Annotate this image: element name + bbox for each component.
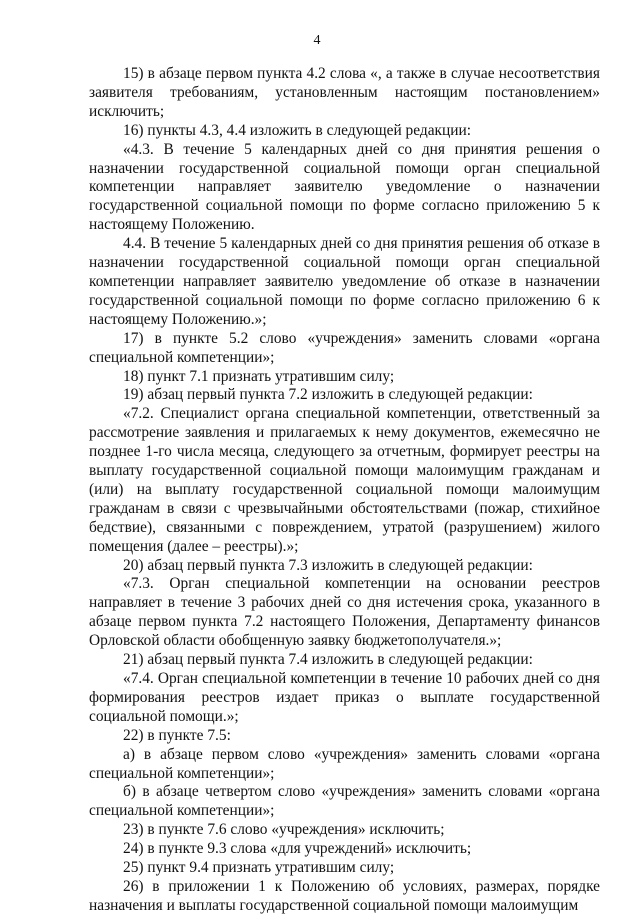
paragraph-22: 22) в пункте 7.5: (123, 726, 231, 744)
paragraph-7-3: «7.3. Орган специальной компетенции на основании реестров направляет в течение 3 рабочих дней со дня истечения срока, указанного в абзаце первом пункта 7.2 настоящего Положения, Департаменту финансов Орловской области обобщенную заявку бюджетополучателя.»; (89, 575, 600, 650)
paragraph-15: 15) в абзаце первом пункта 4.2 слова «, а также в случае несоответствия заявителя требованиям, установленным настоящим постановлением» исключить; (89, 65, 600, 120)
paragraph-16: 16) пункты 4.3, 4.4 изложить в следующей редакции: (123, 121, 472, 139)
paragraph-17: 17) в пункте 5.2 слово «учреждения» заменить словами «органа специальной компетенции»; (89, 329, 600, 366)
paragraph-21: 21) абзац первый пункта 7.4 изложить в следующей редакции: (123, 651, 533, 669)
paragraph-18: 18) пункт 7.1 признать утратившим силу; (123, 367, 395, 385)
paragraph-24: 24) в пункте 9.3 слова «для учреждений» исключить; (123, 840, 472, 858)
paragraph-7-2: «7.2. Специалист органа специальной компетенции, ответственный за рассмотрение заявления и прилагаемых к нему документов, ежемесячно не позднее 1-го числа месяца, следующего за отчетным, формирует реестры на выплату государственной социальной помощи малоимущим гражданам и (или) на выплату государственной социальной помощи малоимущим гражданам в связи с чрезвычайными обстоятельствами (пожар, стихийное бедствие), связанными с повреждением, утратой (разрушением) жилого помещения (далее – реестры).»; (89, 405, 600, 555)
paragraph-20: 20) абзац первый пункта 7.3 изложить в следующей редакции: (123, 556, 533, 574)
paragraph-4-4: 4.4. В течение 5 календарных дней со дня принятия решения об отказе в назначении государственной социальной помощи орган специальной компетенции направляет заявителю уведомление об отказе в назначении государственной социальной помощи по форме согласно приложению 6 к настоящему Положению.»; (89, 235, 600, 328)
paragraph-25: 25) пункт 9.4 признать утратившим силу; (123, 859, 395, 877)
paragraph-23: 23) в пункте 7.6 слово «учреждения» исключить; (123, 821, 445, 839)
page-number: 4 (313, 33, 321, 48)
paragraph-7-4: «7.4. Орган специальной компетенции в течение 10 рабочих дней со дня формирования реестров издает приказ о выплате государственной социальной помощи.»; (89, 670, 600, 725)
paragraph-19: 19) абзац первый пункта 7.2 изложить в следующей редакции: (123, 386, 533, 404)
paragraph-4-3: «4.3. В течение 5 календарных дней со дня принятия решения о назначении государственной социальной помощи орган специальной компетенции направляет заявителю уведомление о назначении государственной социальной помощи по форме согласно приложению 5 к настоящему Положению. (89, 140, 600, 234)
paragraph-22-b: б) в абзаце четвертом слово «учреждения» заменить словами «органа специальной компетенции»; (89, 783, 600, 820)
document-body (89, 65, 600, 916)
paragraph-22-a: а) в абзаце первом слово «учреждения» заменить словами «органа специальной компетенции»; (89, 745, 600, 782)
paragraph-26: 26) в приложении 1 к Положению об условиях, размерах, порядке назначения и выплаты государственной социальной помощи малоимущим (89, 877, 600, 914)
